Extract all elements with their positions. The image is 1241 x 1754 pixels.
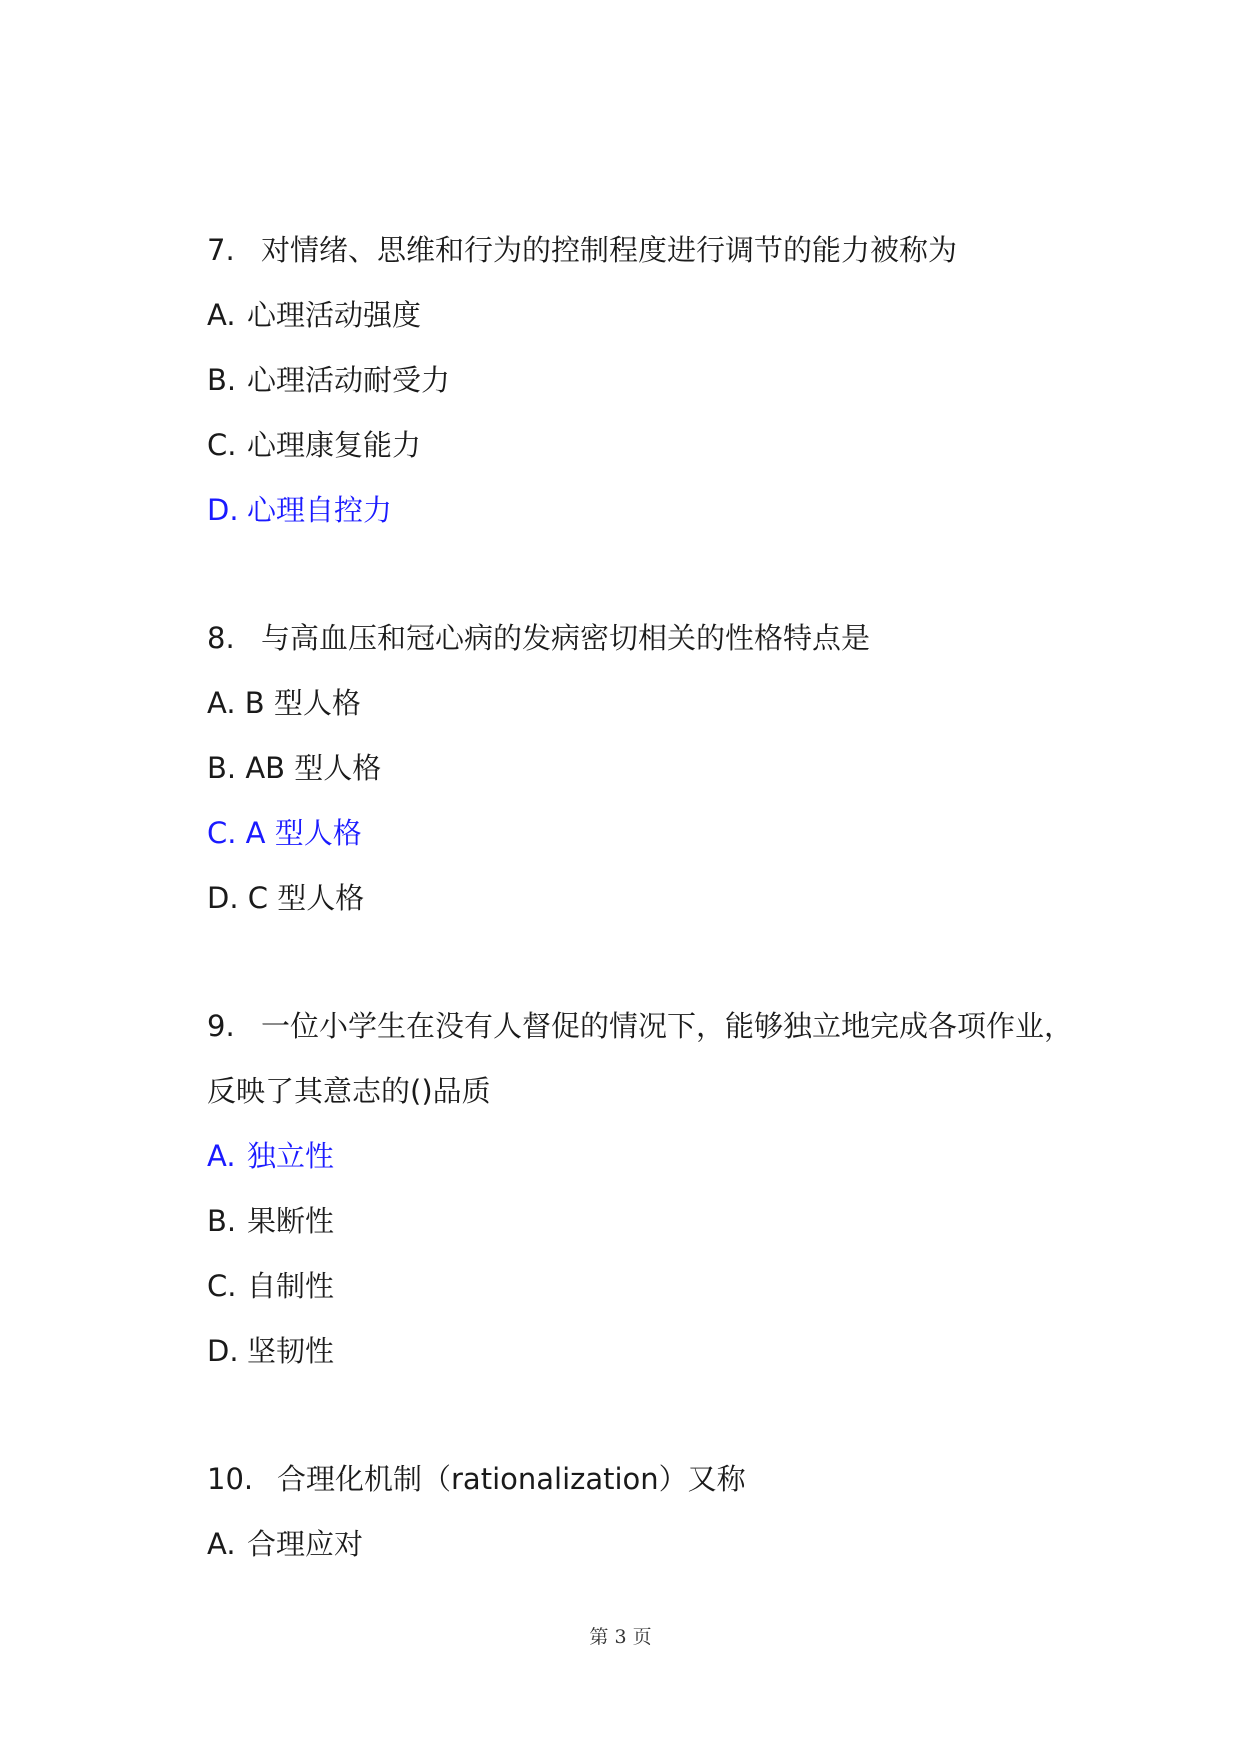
question-number: 8.: [207, 621, 235, 655]
option-text: 心理活动强度: [247, 298, 422, 332]
question-9-stem-continued: [207, 1071, 491, 1111]
option-letter: A.: [207, 1139, 236, 1173]
option-text: 果断性: [247, 1204, 335, 1238]
option-text: 独立性: [247, 1139, 335, 1173]
question-number: 7.: [207, 233, 235, 267]
option-text: D. C 型人格: [207, 881, 365, 915]
question-8-option-a: [207, 683, 361, 723]
option-letter: B.: [207, 1204, 237, 1238]
option-text: 合理应对: [247, 1527, 364, 1561]
question-8-option-b: [207, 748, 381, 788]
question-7-option-c: [207, 425, 421, 465]
question-7-option-b: [207, 360, 450, 400]
question-text: 反映了其意志的()品质: [207, 1074, 491, 1108]
option-letter: A.: [207, 1527, 236, 1561]
question-7-option-d-correct: [207, 490, 392, 530]
option-text: 心理自控力: [247, 493, 393, 527]
question-10-stem: [207, 1459, 746, 1499]
question-10-option-a: [207, 1524, 363, 1564]
option-letter: D.: [207, 493, 239, 527]
question-text: 对情绪、思维和行为的控制程度进行调节的能力被称为: [261, 233, 958, 267]
question-9-option-c: [207, 1266, 334, 1306]
option-text: 坚韧性: [247, 1334, 335, 1368]
question-8-option-d: [207, 878, 364, 918]
question-text: 合理化机制（rationalization）又称: [277, 1462, 746, 1496]
question-9-option-a-correct: [207, 1136, 334, 1176]
question-number: 9.: [207, 1009, 235, 1043]
option-text: 心理活动耐受力: [247, 363, 451, 397]
option-text: B. AB 型人格: [207, 751, 382, 785]
question-9-option-d: [207, 1331, 334, 1371]
option-text: C. A 型人格: [207, 816, 362, 850]
option-letter: D.: [207, 1334, 239, 1368]
question-7-option-a: [207, 295, 421, 335]
option-letter: C.: [207, 1269, 237, 1303]
question-text: 与高血压和冠心病的发病密切相关的性格特点是: [261, 621, 871, 655]
option-text: 心理康复能力: [247, 428, 422, 462]
question-8-option-c-correct: [207, 813, 362, 853]
option-text: A. B 型人格: [207, 686, 361, 720]
page-number-footer: 第 3 页: [589, 1626, 652, 1648]
option-letter: A.: [207, 298, 236, 332]
option-text: 自制性: [247, 1269, 335, 1303]
question-7-stem: [207, 230, 957, 270]
question-text: 一位小学生在没有人督促的情况下，能够独立地完成各项作业，: [261, 1009, 1074, 1043]
question-9-stem: [207, 1006, 1073, 1046]
question-9-option-b: [207, 1201, 334, 1241]
question-8-stem: [207, 618, 870, 658]
question-number: 10.: [207, 1462, 254, 1496]
option-letter: C.: [207, 428, 237, 462]
option-letter: B.: [207, 363, 237, 397]
